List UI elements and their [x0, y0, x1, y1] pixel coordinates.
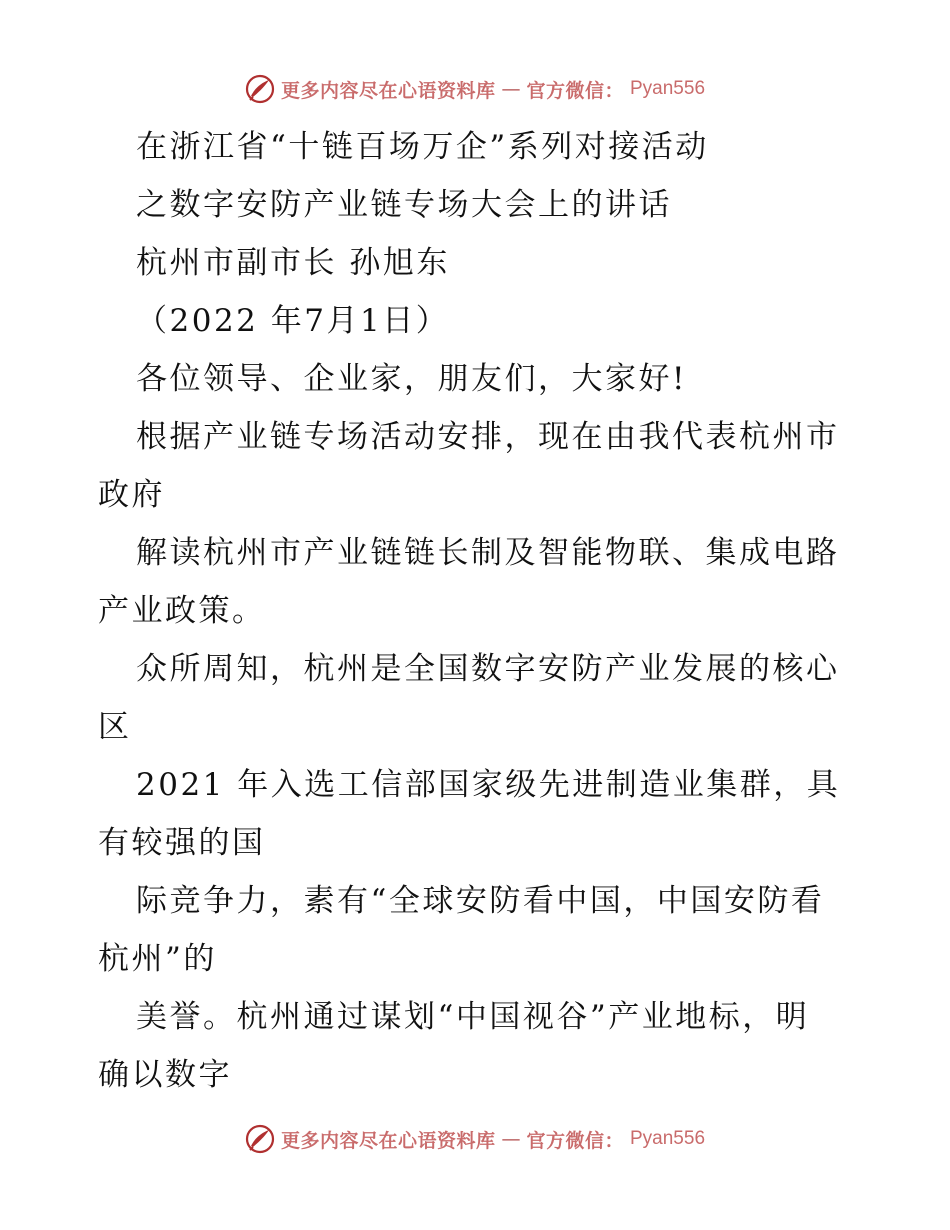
footer-banner [0, 1122, 950, 1156]
doc-line: 有较强的国 [98, 825, 266, 861]
doc-line-title-2: 之数字安防产业链专场大会上的讲话 [136, 187, 672, 223]
banner-separator: — [501, 78, 521, 100]
doc-line: 众所周知，杭州是全国数字安防产业发展的核心 [136, 651, 840, 687]
doc-line: 根据产业链专场活动安排，现在由我代表杭州市 [136, 419, 840, 455]
doc-line: 区 [98, 709, 132, 745]
doc-line: 美誉。杭州通过谋划“中国视谷”产业地标，明 [136, 999, 810, 1035]
doc-line-date: （2022 年7月1日） [136, 303, 450, 339]
doc-line-title-1: 在浙江省“十链百场万企”系列对接活动 [136, 129, 709, 165]
doc-line: 产业政策。 [98, 593, 266, 629]
banner-wechat-id: Pyan556 [630, 1128, 706, 1149]
doc-line: 确以数字 [98, 1057, 232, 1093]
doc-line: 际竞争力，素有“全球安防看中国，中国安防看 [136, 883, 825, 919]
banner-official-label: 官方微信： [526, 79, 624, 102]
banner-separator: — [501, 1128, 521, 1150]
doc-line-speaker: 杭州市副市长 孙旭东 [136, 245, 450, 281]
doc-line-greeting: 各位领导、企业家，朋友们，大家好! [136, 361, 687, 397]
banner-wechat-id: Pyan556 [630, 78, 706, 99]
pen-logo-icon [245, 74, 275, 104]
banner-text: 更多内容尽在心语资料库 [280, 79, 496, 102]
header-banner [0, 72, 950, 106]
banner-text: 更多内容尽在心语资料库 [280, 1129, 496, 1152]
doc-line: 政府 [98, 477, 165, 513]
document-body [98, 118, 858, 1104]
doc-line: 解读杭州市产业链链长制及智能物联、集成电路 [136, 535, 840, 571]
pen-logo-icon [245, 1124, 275, 1154]
banner-official-label: 官方微信： [526, 1129, 624, 1152]
doc-line: 杭州”的 [98, 941, 217, 977]
doc-line: 2021 年入选工信部国家级先进制造业集群，具 [136, 767, 841, 803]
